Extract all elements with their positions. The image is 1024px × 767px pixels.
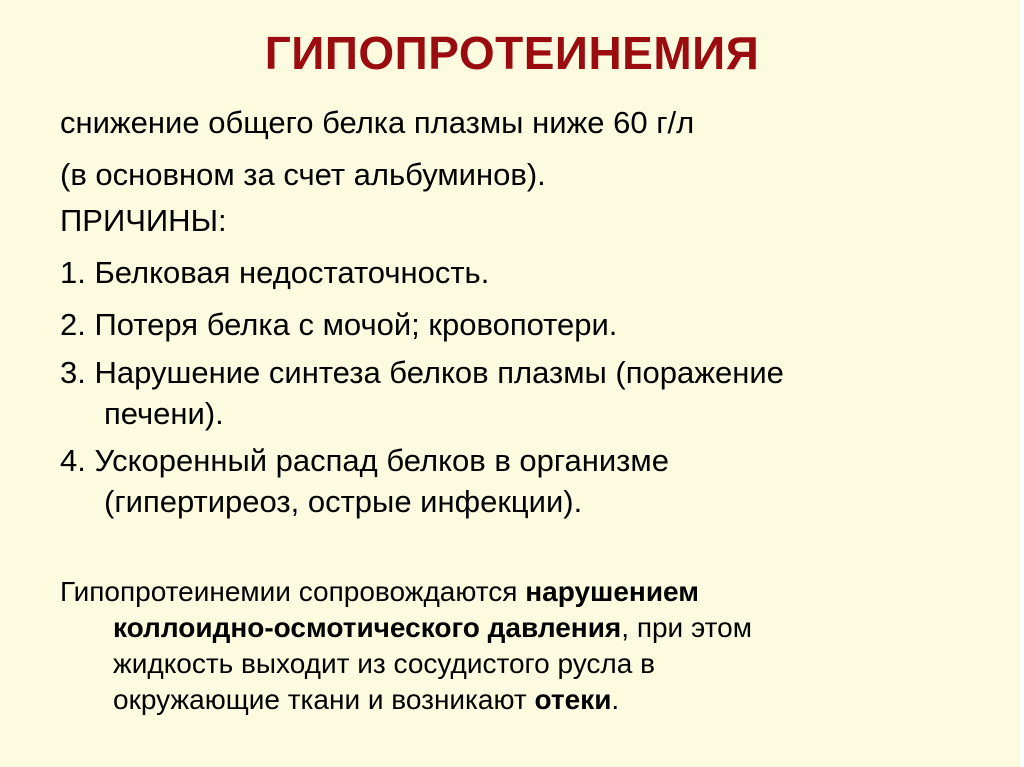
- summary-text-3: жидкость выходит из сосудистого русла в: [113, 648, 655, 679]
- slide-title: ГИПОПРОТЕИНЕМИЯ: [264, 27, 760, 79]
- summary-line-4: [60, 682, 980, 718]
- definition-line-2: (в основном за счет альбуминов).: [60, 157, 546, 192]
- cause-2: 2. Потеря белка с мочой; кровопотери.: [60, 307, 618, 342]
- summary-line-3: [60, 646, 980, 682]
- summary-text-5: .: [611, 684, 620, 715]
- summary-text-1: Гипопротеинемии сопровождаются: [60, 576, 526, 607]
- cause-1: 1. Белковая недостаточность.: [60, 255, 490, 290]
- summary-block: [60, 574, 980, 718]
- cause-4-block: [60, 440, 980, 522]
- definition-block-2: [60, 154, 980, 195]
- cause-2-block: [60, 304, 980, 345]
- summary-line-1: [60, 574, 980, 610]
- cause-4-line-1: 4. Ускоренный распад белков в организме: [60, 443, 669, 478]
- cause-1-block: [60, 252, 980, 293]
- cause-3-block: [60, 352, 980, 434]
- summary-text-2: , при этом: [621, 612, 752, 643]
- cause-3-line-2: печени).: [104, 396, 224, 431]
- cause-4-line-2: (гипертиреоз, острые инфекции).: [104, 484, 583, 519]
- summary-text-4: окружающие ткани и возникают: [113, 684, 535, 715]
- definition-block: [60, 102, 980, 143]
- summary-bold-1: нарушением: [525, 576, 699, 607]
- summary-bold-3: отеки: [534, 684, 612, 715]
- causes-heading: ПРИЧИНЫ:: [60, 203, 227, 238]
- definition-line-1: снижение общего белка плазмы ниже 60 г/л: [60, 105, 695, 140]
- summary-line-2: [60, 610, 980, 646]
- cause-3-line-1: 3. Нарушение синтеза белков плазмы (поражение: [60, 355, 784, 390]
- summary-bold-2: коллоидно-осмотического давления: [113, 612, 622, 643]
- causes-heading-block: [60, 200, 980, 241]
